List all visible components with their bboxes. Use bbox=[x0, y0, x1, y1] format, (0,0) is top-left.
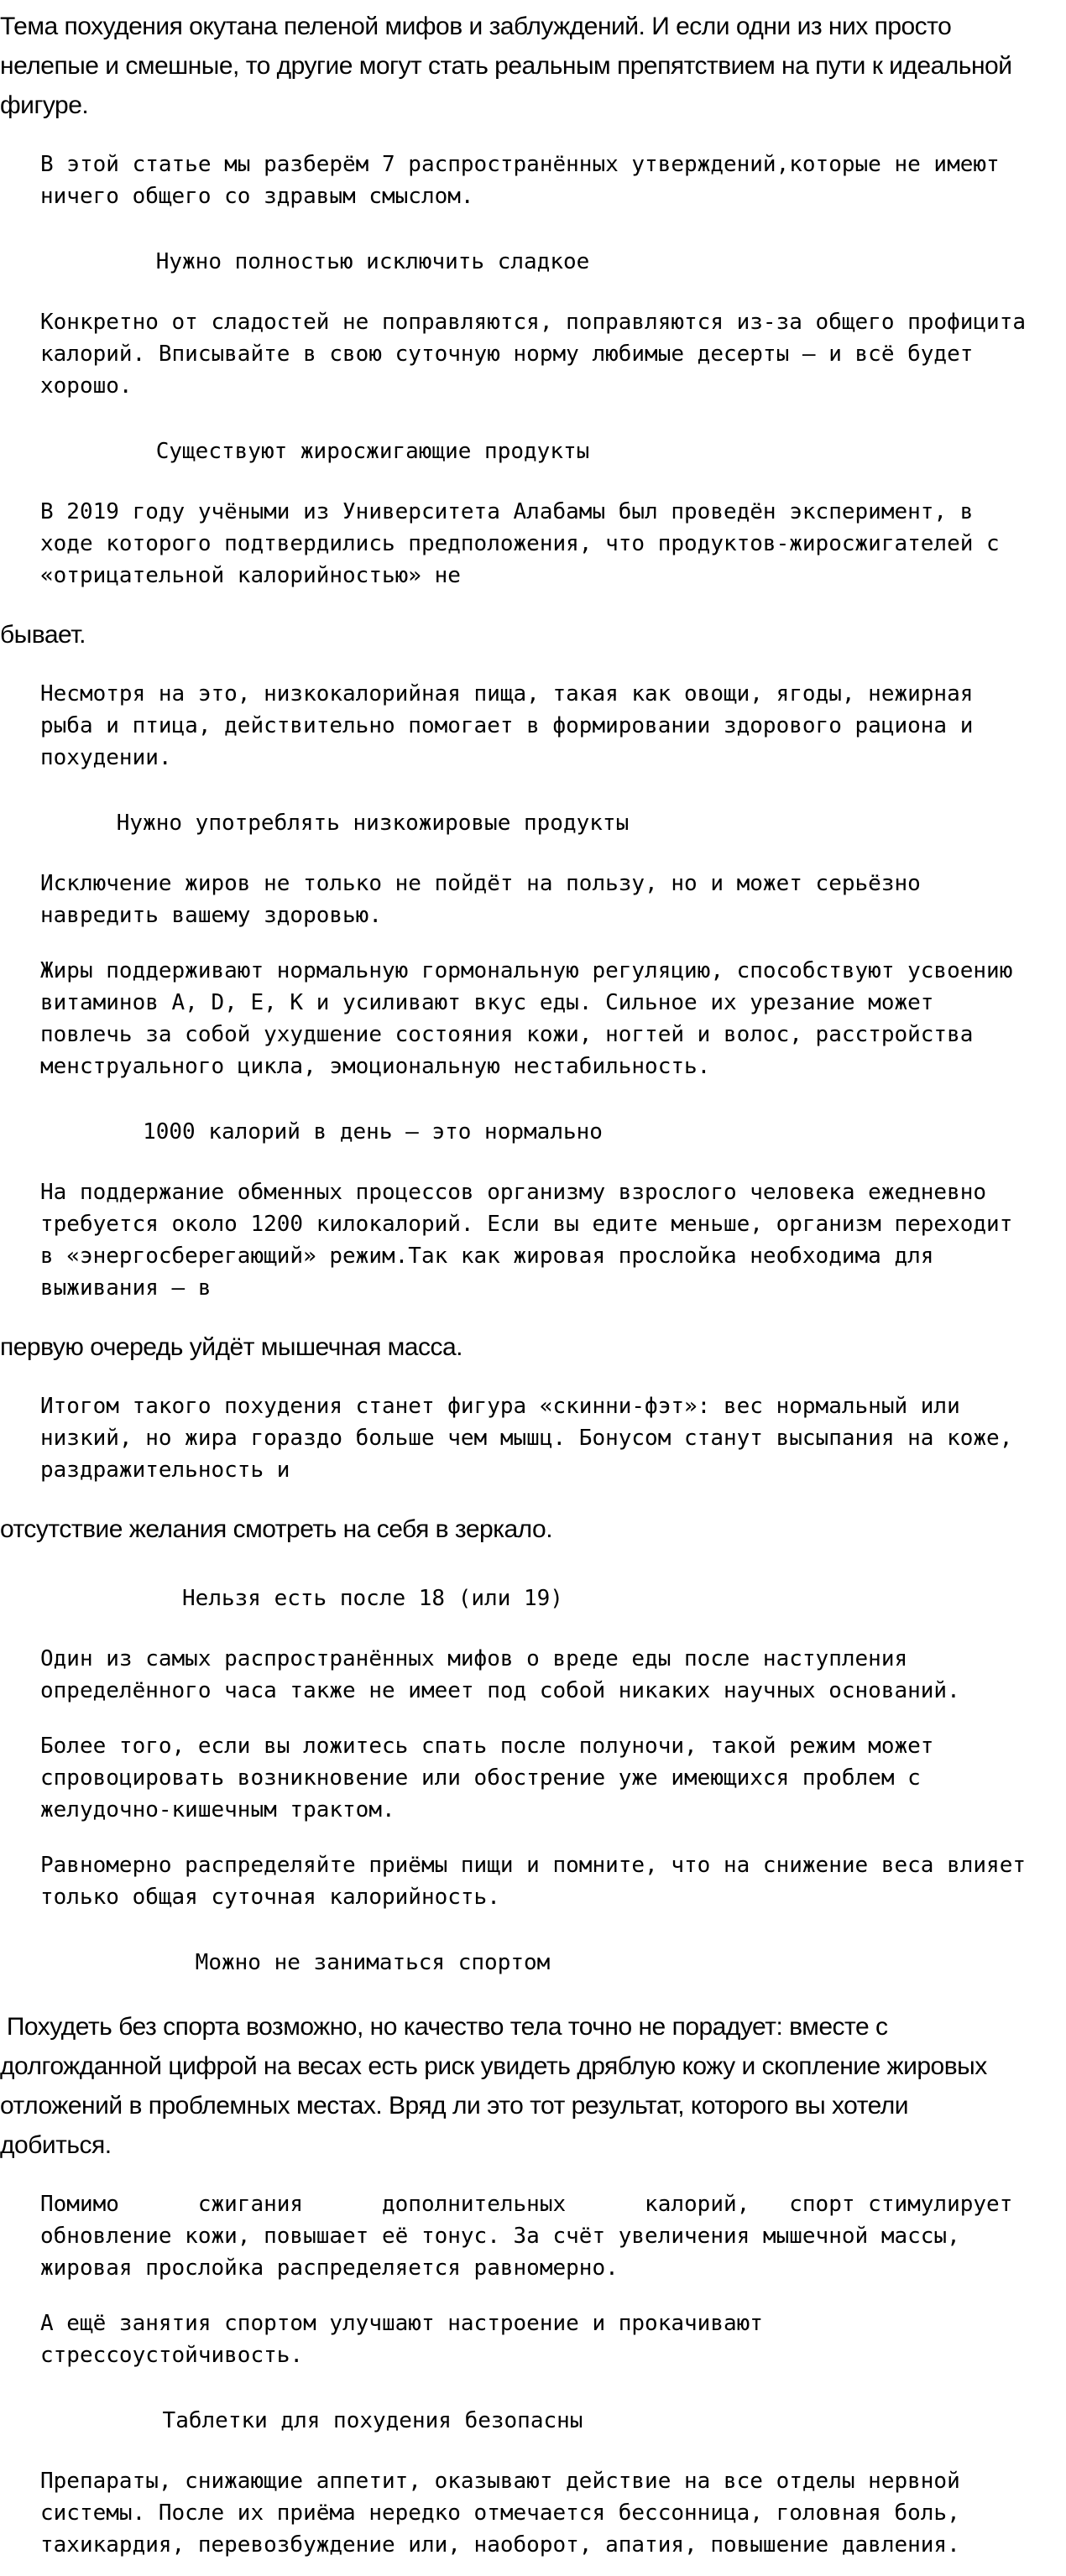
text-line: Препараты, снижающие аппетит, оказывают действие на все отделы нервной bbox=[40, 2469, 960, 2494]
text-line: Один из самых распространённых мифов о вреде еды после наступления bbox=[40, 1646, 908, 1671]
text-line: бывает. bbox=[0, 621, 86, 649]
paragraph bbox=[0, 868, 1066, 931]
text-line: хорошо. bbox=[40, 373, 133, 399]
text-line: Равномерно распределяйте приёмы пищи и помните, что на снижение веса влияет bbox=[40, 1853, 1026, 1878]
paragraph bbox=[0, 1643, 1066, 1707]
text-line: ходе которого подтвердились предположения, что продуктов-жиросжигателей с bbox=[40, 531, 1000, 556]
paragraph bbox=[0, 2465, 1066, 2561]
text-line: Несмотря на это, низкокалорийная пища, такая как овощи, ягоды, нежирная bbox=[40, 681, 974, 707]
text-line: низкий, но жира гораздо больше чем мышц. Бонусом станут высыпания на коже, bbox=[40, 1426, 1013, 1451]
paragraph bbox=[0, 149, 1066, 212]
text-line: «отрицательной калорийностью» не bbox=[40, 563, 461, 588]
text-line: Нельзя есть после 18 (или 19) bbox=[182, 1586, 563, 1611]
text-line: нелепые и смешные, то другие могут стать реальным препятствием на пути к идеальной bbox=[0, 52, 1012, 80]
text-line: определённого часа также не имеет под собой никаких научных оснований. bbox=[40, 1678, 960, 1703]
text-line: Жиры поддерживают нормальную гормональную регуляцию, способствуют усвоению bbox=[40, 958, 1013, 983]
text-line: 1000 калорий в день — это нормально bbox=[143, 1119, 603, 1145]
paragraph bbox=[0, 306, 1066, 402]
text-line: Более того, если вы ложитесь спать после полуночи, такой режим может bbox=[40, 1734, 934, 1759]
text-line: тахикардия, перевозбуждение или, наоборот, апатия, повышение давления. bbox=[40, 2532, 960, 2558]
paragraph bbox=[0, 1390, 1066, 1486]
text-line: Тема похудения окутана пеленой мифов и заблуждений. И если одни из них просто bbox=[0, 13, 952, 40]
text-line: В 2019 году учёными из Университета Алабамы был проведён эксперимент, в bbox=[40, 499, 974, 524]
section-heading bbox=[0, 1583, 745, 1614]
text-line: в «энергосберегающий» режим.Так как жировая прослойка необходима для bbox=[40, 1244, 934, 1269]
text-line: первую очередь уйдёт мышечная масса. bbox=[0, 1333, 463, 1361]
paragraph bbox=[0, 678, 1066, 774]
text-line: Помимо сжигания дополнительных калорий, спорт стимулирует bbox=[40, 2192, 1013, 2217]
text-line: витаминов A, D, E, K и усиливают вкус еды. Сильное их урезание может bbox=[40, 990, 934, 1015]
text-line: отложений в проблемных местах. Вряд ли это тот результат, которого вы хотели bbox=[0, 2092, 909, 2120]
text-line: На поддержание обменных процессов организму взрослого человека ежедневно bbox=[40, 1180, 987, 1205]
text-line: Таблетки для похудения безопасны bbox=[162, 2408, 583, 2433]
text-line: ничего общего со здравым смыслом. bbox=[40, 184, 474, 209]
paragraph bbox=[0, 1849, 1066, 1913]
text-line: требуется около 1200 килокалорий. Если вы едите меньше, организм переходит bbox=[40, 1212, 1013, 1237]
text-line: Конкретно от сладостей не поправляются, поправляются из-за общего профицита bbox=[40, 310, 1026, 335]
document-body bbox=[0, 7, 1066, 2561]
text-line: повлечь за собой ухудшение состояния кожи, ногтей и волос, расстройства bbox=[40, 1022, 974, 1047]
section-heading bbox=[0, 246, 745, 278]
text-line: Можно не заниматься спортом bbox=[195, 1950, 551, 1975]
text-line: рыба и птица, действительно помогает в формировании здорового рациона и bbox=[40, 713, 974, 738]
section-heading bbox=[0, 1116, 745, 1148]
text-line: Похудеть без спорта возможно, но качество тела точно не порадует: вместе с bbox=[0, 2013, 888, 2041]
text-line: отсутствие желания смотреть на себя в зеркало. bbox=[0, 1515, 553, 1543]
text-line: спровоцировать возникновение или обострение уже имеющихся проблем с bbox=[40, 1765, 921, 1791]
section-heading bbox=[0, 2405, 745, 2437]
text-line: Итогом такого похудения станет фигура «скинни-фэт»: вес нормальный или bbox=[40, 1394, 960, 1419]
paragraph bbox=[0, 955, 1066, 1082]
text-line: системы. После их приёма нередко отмечается бессонница, головная боль, bbox=[40, 2500, 960, 2526]
section-heading bbox=[0, 807, 745, 839]
paragraph bbox=[0, 2307, 1066, 2371]
text-line: Нужно употреблять низкожировые продукты bbox=[116, 811, 630, 836]
paragraph bbox=[0, 7, 1066, 125]
text-line: выживания — в bbox=[40, 1275, 212, 1301]
text-line: Исключение жиров не только не пойдёт на пользу, но и может серьёзно bbox=[40, 871, 921, 896]
paragraph bbox=[0, 2188, 1066, 2284]
paragraph bbox=[0, 1510, 1066, 1549]
text-line: Нужно полностью исключить сладкое bbox=[155, 249, 590, 274]
text-line: долгожданной цифрой на весах есть риск увидеть дряблую кожу и скопление жировых bbox=[0, 2052, 987, 2080]
text-line: А ещё занятия спортом улучшают настроение и прокачивают bbox=[40, 2311, 763, 2336]
paragraph bbox=[0, 1730, 1066, 1826]
section-heading bbox=[0, 1947, 745, 1979]
text-line: похудении. bbox=[40, 745, 172, 770]
text-line: жировая прослойка распределяется равномерно. bbox=[40, 2255, 619, 2281]
text-line: раздражительность и bbox=[40, 1457, 290, 1483]
text-line: стрессоустойчивость. bbox=[40, 2343, 304, 2368]
text-line: калорий. Вписывайте в свою суточную норму любимые десерты – и всё будет bbox=[40, 342, 974, 367]
paragraph bbox=[0, 1327, 1066, 1367]
text-line: желудочно-кишечным трактом. bbox=[40, 1797, 395, 1822]
text-line: добиться. bbox=[0, 2131, 112, 2159]
text-line: навредить вашему здоровью. bbox=[40, 903, 382, 928]
paragraph bbox=[0, 1176, 1066, 1304]
text-line: В этой статье мы разберём 7 распространённых утверждений,которые не имеют bbox=[40, 152, 1000, 177]
text-line: обновление кожи, повышает её тонус. За счёт увеличения мышечной массы, bbox=[40, 2224, 960, 2249]
paragraph bbox=[0, 496, 1066, 592]
text-line: Существуют жиросжигающие продукты bbox=[155, 439, 590, 464]
text-line: только общая суточная калорийность. bbox=[40, 1885, 500, 1910]
paragraph bbox=[0, 2007, 1066, 2165]
text-line: фигуре. bbox=[0, 91, 89, 119]
section-heading bbox=[0, 435, 745, 467]
paragraph bbox=[0, 615, 1066, 654]
text-line: менструального цикла, эмоциональную нестабильность. bbox=[40, 1054, 711, 1079]
